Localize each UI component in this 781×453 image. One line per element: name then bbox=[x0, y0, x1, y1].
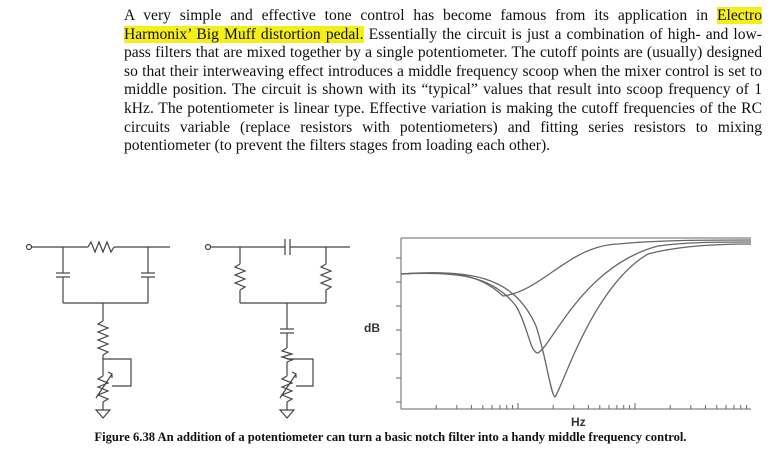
paragraph-rest: Essentially the circuit is just a combination of high- and low-pass filters that are mixed together by a single potentiometer. The cutoff points are (usually) designed so that their interweaving effect introduces a middle frequency scoop when the mixer control is set to middle position. The circuit is shown with its “typical” values that result into scoop frequency of 1 kHz. The potentiometer is linear type. Effective variation is making the cutoff frequencies of the RC circuits variable (replace resistors with potentiometers) and fitting series resistors to mixing potentiometer (to prevent the filters stages from loading each other). bbox=[124, 25, 762, 155]
y-ticks bbox=[396, 258, 401, 402]
x-ticks bbox=[401, 403, 747, 409]
response-curve-2 bbox=[401, 242, 751, 353]
response-curve-1 bbox=[401, 240, 751, 296]
x-axis-label: Hz bbox=[571, 415, 586, 429]
schematic-lowpass bbox=[27, 242, 171, 418]
y-axis-label: dB bbox=[364, 321, 380, 335]
frequency-response-plot bbox=[358, 226, 758, 432]
body-paragraph bbox=[124, 7, 762, 156]
response-curve-3 bbox=[401, 244, 751, 397]
circuit-schematics bbox=[0, 226, 360, 426]
paragraph-line-1: A very simple and effective tone control has become famous from its application in bbox=[124, 7, 709, 24]
highlighted-phrase: Electro Harmonix’ Big Muff distortion pedal. bbox=[124, 7, 762, 43]
figure-caption: Figure 6.38 An addition of a potentiometer can turn a basic notch filter into a handy middle frequency control. bbox=[94, 430, 687, 444]
schematic-highpass bbox=[206, 239, 351, 418]
